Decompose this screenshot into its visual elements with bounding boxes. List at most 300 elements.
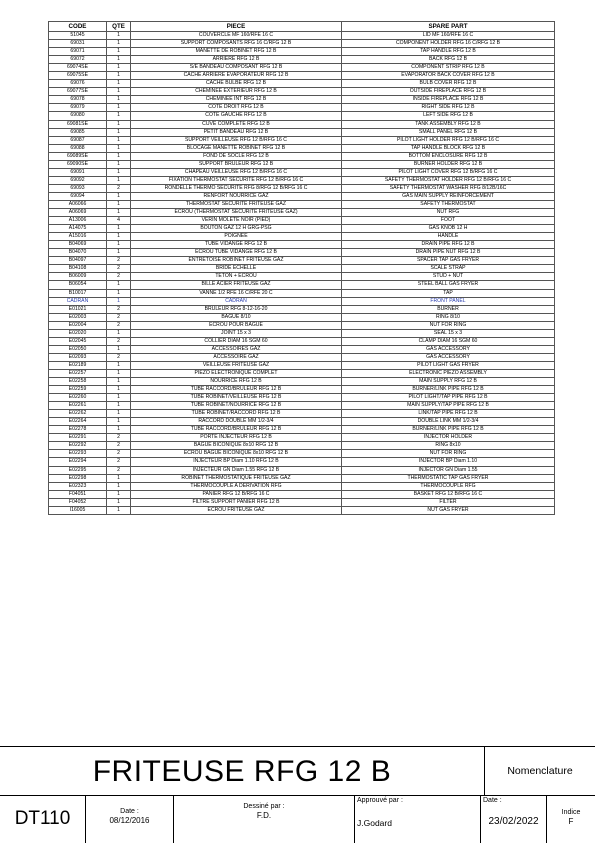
cell-piece: TUBE RACCORD/BRULEUR RFG 12 B — [131, 386, 342, 394]
cell-spare-part: FILTER — [342, 498, 555, 506]
cell-qte: 1 — [107, 80, 131, 88]
table-row — [49, 217, 555, 225]
cell-code: 69089SE — [49, 152, 107, 160]
table-row — [49, 321, 555, 329]
cell-code: 69079 — [49, 104, 107, 112]
cell-qte: 1 — [107, 152, 131, 160]
table-row — [49, 394, 555, 402]
cell-piece: ECROU POUR BAGUE — [131, 321, 342, 329]
cell-spare-part: EVAPORATOR BACK COVER RFG 12 B — [342, 72, 555, 80]
cell-code: 69075SE — [49, 72, 107, 80]
parts-table — [48, 21, 555, 515]
nomenclature-cell — [485, 747, 595, 796]
cell-qte: 2 — [107, 184, 131, 192]
cell-code: 69078 — [49, 96, 107, 104]
table-row — [49, 192, 555, 200]
cell-code: B04108 — [49, 265, 107, 273]
table-row — [49, 345, 555, 353]
table-row — [49, 96, 555, 104]
cell-qte: 1 — [107, 410, 131, 418]
cell-qte: 1 — [107, 56, 131, 64]
cell-qte: 1 — [107, 88, 131, 96]
cell-spare-part: CLAMP DIAM 16 SGM 60 — [342, 337, 555, 345]
table-row — [49, 466, 555, 474]
cell-code: E02045 — [49, 337, 107, 345]
parts-table-body — [49, 32, 555, 515]
table-row — [49, 450, 555, 458]
cell-code: E02258 — [49, 378, 107, 386]
approved-by-label: Approuvé par : — [357, 797, 403, 804]
table-row — [49, 104, 555, 112]
cell-qte: 1 — [107, 128, 131, 136]
table-row — [49, 353, 555, 361]
cell-code: E02295 — [49, 466, 107, 474]
cell-piece: THERMOSTAT SECURITÉ FRITEUSE GAZ — [131, 200, 342, 208]
table-row — [49, 442, 555, 450]
cell-code: 69091 — [49, 168, 107, 176]
cell-qte: 1 — [107, 361, 131, 369]
cell-code: 69074SE — [49, 64, 107, 72]
cell-qte: 1 — [107, 394, 131, 402]
cell-piece: SUPPORT VEILLEUSE RFG 12 B/RFG 16 C — [131, 136, 342, 144]
cell-piece: COTE GAUCHE RFG 12 B — [131, 112, 342, 120]
cell-qte: 1 — [107, 289, 131, 297]
cell-piece: TETON + ECROU — [131, 273, 342, 281]
table-row — [49, 160, 555, 168]
cell-spare-part: BOTTOM ENCLOSURE RFG 12 B — [342, 152, 555, 160]
cell-code: E02189 — [49, 361, 107, 369]
cell-piece: CACHE BULBE RFG 12 B — [131, 80, 342, 88]
cell-qte: 1 — [107, 418, 131, 426]
cell-piece: BRIDE ECHELLE — [131, 265, 342, 273]
table-row — [49, 48, 555, 56]
cell-spare-part: PILOT LIGHT/TAP PIPE RFG 12 B — [342, 394, 555, 402]
table-row — [49, 329, 555, 337]
cell-code: A06069 — [49, 209, 107, 217]
cell-spare-part: DRAIN PIPE NUT RFG 12 B — [342, 249, 555, 257]
approval-date-label: Date : — [483, 797, 502, 804]
cell-piece: CADRAN — [131, 297, 342, 305]
cell-spare-part: NUT GAS FRYER — [342, 506, 555, 514]
cell-piece: COLLIER DIAM 16 SGM 60 — [131, 337, 342, 345]
cell-spare-part: PILOT LIGHT HOLDER RFG 12 B/RFG 16 C — [342, 136, 555, 144]
cell-piece: ACCESSOIRES GAZ — [131, 345, 342, 353]
cell-spare-part: SEAL 15 x 3 — [342, 329, 555, 337]
table-row — [49, 241, 555, 249]
table-row — [49, 386, 555, 394]
cell-code: E02323 — [49, 482, 107, 490]
cell-code: E02257 — [49, 369, 107, 377]
table-row — [49, 56, 555, 64]
cell-spare-part: NUT FOR RING — [342, 450, 555, 458]
cell-spare-part: NUT RFG — [342, 209, 555, 217]
table-row — [49, 120, 555, 128]
cell-piece: PETIT BANDEAU RFG 12 B — [131, 128, 342, 136]
cell-piece: INJECTEUR BP Diam 1.10 RFG 12 B — [131, 458, 342, 466]
cell-spare-part: GAS MAIN SUPPLY REINFORCEMENT — [342, 192, 555, 200]
cell-piece: PORTE INJECTEUR RFG 12 B — [131, 434, 342, 442]
table-row — [49, 506, 555, 514]
cell-qte: 2 — [107, 265, 131, 273]
cell-piece: ACCESSOIRE GAZ — [131, 353, 342, 361]
cell-qte: 1 — [107, 249, 131, 257]
cell-code: 69071 — [49, 48, 107, 56]
cell-code: A15016 — [49, 233, 107, 241]
table-row — [49, 128, 555, 136]
cell-piece: VERIN MOLETE NOIR (PIED) — [131, 217, 342, 225]
cell-qte: 2 — [107, 257, 131, 265]
cell-piece: PANIER RFG 12 B/RFG 16 C — [131, 490, 342, 498]
index-cell — [547, 796, 595, 843]
cell-code: 69092 — [49, 176, 107, 184]
date-value: 08/12/2016 — [109, 816, 150, 825]
table-row — [49, 369, 555, 377]
table-row — [49, 64, 555, 72]
cell-qte: 1 — [107, 329, 131, 337]
cell-qte: 2 — [107, 337, 131, 345]
cell-qte: 1 — [107, 96, 131, 104]
cell-spare-part: COMPONENT STRIP RFG 12 B — [342, 64, 555, 72]
cell-code: 69081SE — [49, 120, 107, 128]
cell-qte: 1 — [107, 112, 131, 120]
table-row — [49, 152, 555, 160]
cell-qte: 2 — [107, 321, 131, 329]
approval-date-value: 23/02/2022 — [488, 816, 539, 827]
cell-piece: POIGNEE — [131, 233, 342, 241]
header-spare-part: SPARE PART — [342, 22, 555, 32]
cell-spare-part: OUTSIDE FIREPLACE RFG 12 B — [342, 88, 555, 96]
cell-code: 69080 — [49, 112, 107, 120]
cell-qte: 2 — [107, 434, 131, 442]
cell-piece: S/E BANDEAU COMPOSANT RFG 12 B — [131, 64, 342, 72]
cell-spare-part: BULB COVER RFG 12 B — [342, 80, 555, 88]
cell-qte: 2 — [107, 458, 131, 466]
cell-piece: FIXATION THERMOSTAT SECURITE RFG 12 B/RFG 16 C — [131, 176, 342, 184]
cell-spare-part: THERMOSTATIC TAP GAS FRYER — [342, 474, 555, 482]
index-value: F — [568, 817, 574, 826]
cell-code: 69072 — [49, 56, 107, 64]
cell-code: E02291 — [49, 434, 107, 442]
cell-spare-part: BURNER HOLDER RFG 12 B — [342, 160, 555, 168]
cell-qte: 1 — [107, 241, 131, 249]
cell-qte: 1 — [107, 233, 131, 241]
table-row — [49, 80, 555, 88]
cell-code: E02050 — [49, 345, 107, 353]
cell-qte: 4 — [107, 217, 131, 225]
cell-qte: 1 — [107, 402, 131, 410]
cell-code: 69077SE — [49, 88, 107, 96]
cell-qte: 1 — [107, 482, 131, 490]
cell-spare-part: PILOT LIGHT COVER RFG 12 B/RFG 16 C — [342, 168, 555, 176]
cell-qte: 1 — [107, 426, 131, 434]
cell-spare-part: GAS KNOB 12 H — [342, 225, 555, 233]
cell-code: A14075 — [49, 225, 107, 233]
table-row — [49, 32, 555, 40]
cell-spare-part: MAIN SUPPLY RFG 12 B — [342, 378, 555, 386]
cell-qte: 2 — [107, 353, 131, 361]
cell-qte: 1 — [107, 64, 131, 72]
table-row — [49, 176, 555, 184]
cell-piece: SUPPORT COMPOSANTS RFG 16 C/RFG 12 B — [131, 40, 342, 48]
cell-spare-part: SPACER TAP GAS FRYER — [342, 257, 555, 265]
table-row — [49, 184, 555, 192]
table-row — [49, 378, 555, 386]
cell-code: E02264 — [49, 418, 107, 426]
table-row — [49, 474, 555, 482]
cell-qte: 1 — [107, 345, 131, 353]
cell-qte: 1 — [107, 176, 131, 184]
cell-piece: ECROU FRITEUSE GAZ — [131, 506, 342, 514]
drawn-by-value: F.D. — [256, 811, 272, 820]
cell-piece: ENTRETOISE ROBINET FRITEUSE GAZ — [131, 257, 342, 265]
cell-code: 69093 — [49, 184, 107, 192]
cell-piece: PIEZO ELECTRONIQUE COMPLET — [131, 369, 342, 377]
cell-qte: 1 — [107, 378, 131, 386]
cell-qte: 2 — [107, 466, 131, 474]
table-row — [49, 458, 555, 466]
table-row — [49, 112, 555, 120]
cell-code: E01021 — [49, 305, 107, 313]
cell-code: B04070 — [49, 249, 107, 257]
table-row — [49, 498, 555, 506]
cell-qte: 1 — [107, 225, 131, 233]
cell-piece: VANNE 1/2 RFE 16 C/RFE 20 C — [131, 289, 342, 297]
header-piece: PIECE — [131, 22, 342, 32]
cell-spare-part: BASKET RFG 12 B/RFG 16 C — [342, 490, 555, 498]
cell-code: 69088 — [49, 144, 107, 152]
cell-qte: 1 — [107, 369, 131, 377]
drawn-by-cell — [174, 796, 355, 843]
cell-code: E02259 — [49, 386, 107, 394]
cell-spare-part: LEFT SIDE RFG 12 B — [342, 112, 555, 120]
date-label: Date : — [120, 808, 139, 815]
cell-qte: 1 — [107, 120, 131, 128]
table-row — [49, 297, 555, 305]
table-row — [49, 40, 555, 48]
cell-code: A13006 — [49, 217, 107, 225]
cell-piece: ECROU TUBE VIDANGE RFG 12 B — [131, 249, 342, 257]
table-row — [49, 337, 555, 345]
cell-spare-part: TAP HANDLE BLOCK RFG 12 B — [342, 144, 555, 152]
title-block — [0, 746, 595, 843]
cell-piece: NOURRICE RFG 12 B — [131, 378, 342, 386]
cell-piece: THERMOCOUPLE A DERIVATION RFG — [131, 482, 342, 490]
cell-code: E02278 — [49, 426, 107, 434]
cell-piece: INJECTEUR GN Diam 1.55 RFG 12 B — [131, 466, 342, 474]
cell-qte: 1 — [107, 160, 131, 168]
cell-spare-part: DRAIN PIPE RFG 12 B — [342, 241, 555, 249]
cell-qte: 2 — [107, 273, 131, 281]
cell-code: E02020 — [49, 329, 107, 337]
table-row — [49, 72, 555, 80]
table-row — [49, 313, 555, 321]
table-row — [49, 200, 555, 208]
cell-code: E02093 — [49, 353, 107, 361]
cell-piece: CUVE COMPLETE RFG 12 B — [131, 120, 342, 128]
cell-spare-part: SMALL PANEL RFG 12 B — [342, 128, 555, 136]
cell-spare-part: HANDLE — [342, 233, 555, 241]
cell-code: 69087 — [49, 136, 107, 144]
table-row — [49, 168, 555, 176]
cell-qte: 1 — [107, 474, 131, 482]
cell-piece: COTE DROIT RFG 12 B — [131, 104, 342, 112]
cell-piece: VEILLEUSE FRITEUSE GAZ — [131, 361, 342, 369]
date-cell — [86, 796, 174, 843]
cell-piece: TUBE VIDANGE RFG 12 B — [131, 241, 342, 249]
cell-piece: SUPPORT BRULEUR RFG 12 B — [131, 160, 342, 168]
cell-piece: CACHE ARRIERE EVAPORATEUR RFG 12 B — [131, 72, 342, 80]
cell-piece: BILLE ACIER FRITEUSE GAZ — [131, 281, 342, 289]
nomenclature-label: Nomenclature — [507, 765, 573, 777]
table-row — [49, 233, 555, 241]
cell-qte: 1 — [107, 498, 131, 506]
cell-piece: BRULEUR RFG 8-12-16-20 — [131, 305, 342, 313]
cell-qte: 1 — [107, 506, 131, 514]
cell-code: F04051 — [49, 490, 107, 498]
table-row — [49, 410, 555, 418]
cell-spare-part: TANK ASSEMBLY RFG 12 B — [342, 120, 555, 128]
cell-code: E02293 — [49, 450, 107, 458]
approval-date-cell — [481, 796, 547, 843]
cell-piece: FILTRE SUPPORT PANIER RFG 12 B — [131, 498, 342, 506]
table-row — [49, 136, 555, 144]
cell-code: E02260 — [49, 394, 107, 402]
cell-code: E02298 — [49, 474, 107, 482]
cell-spare-part: STEEL BALL GAS FRYER — [342, 281, 555, 289]
cell-piece: RONDELLE THERMO SECURITE RFG 8/RFG 12 B/RFG 16 C — [131, 184, 342, 192]
cell-code: I16005 — [49, 506, 107, 514]
cell-piece: MANETTE DE ROBINET RFG 12 B — [131, 48, 342, 56]
cell-qte: 1 — [107, 72, 131, 80]
header-code: CODE — [49, 22, 107, 32]
cell-piece: BAGUE 8/10 — [131, 313, 342, 321]
table-row — [49, 273, 555, 281]
table-row — [49, 265, 555, 273]
cell-spare-part: SAFETY THERMOSTAT — [342, 200, 555, 208]
cell-spare-part: NUT FOR RING — [342, 321, 555, 329]
cell-qte: 1 — [107, 48, 131, 56]
cell-spare-part: INJECTOR HOLDER — [342, 434, 555, 442]
cell-piece: BAGUE BICONIQUE 8x10 RFG 12 B — [131, 442, 342, 450]
cell-piece: CHEMINEE EXTERIEUR RFG 12 B — [131, 88, 342, 96]
cell-code: B06009 — [49, 273, 107, 281]
cell-code: B06054 — [49, 281, 107, 289]
cell-piece: FOND DE SOCLE RFG 12 B — [131, 152, 342, 160]
cell-qte: 1 — [107, 136, 131, 144]
cell-code: B04097 — [49, 257, 107, 265]
drawn-by-label: Dessiné par : — [243, 803, 285, 810]
cell-piece: RENFORT NOURRICE GAZ — [131, 192, 342, 200]
table-row — [49, 482, 555, 490]
cell-qte: 1 — [107, 144, 131, 152]
cell-code: E02294 — [49, 458, 107, 466]
table-row — [49, 490, 555, 498]
cell-spare-part: SAFETY THERMOSTAT WASHER RFG 8/12B/16C — [342, 184, 555, 192]
cell-piece: CHAPEAU VEILLEUSE RFG 12 B/RFG 16 C — [131, 168, 342, 176]
cell-spare-part: INSIDE FIREPLACE RFG 12 B — [342, 96, 555, 104]
cell-code: A06066 — [49, 200, 107, 208]
cell-piece: COUVERCLE MF 160/RFE 16 C — [131, 32, 342, 40]
cell-spare-part: GAS ACCESSORY — [342, 353, 555, 361]
cell-code: 69085 — [49, 128, 107, 136]
cell-piece: ECROU (THERMOSTAT SECURITÉ FRITEUSE GAZ) — [131, 209, 342, 217]
cell-qte: 1 — [107, 297, 131, 305]
cell-spare-part: INJECTOR BP Diam 1.10 — [342, 458, 555, 466]
table-row — [49, 144, 555, 152]
cell-qte: 1 — [107, 209, 131, 217]
table-row — [49, 434, 555, 442]
cell-piece: ROBINET THERMOSTATIQUE FRITEUSE GAZ — [131, 474, 342, 482]
cell-qte: 1 — [107, 200, 131, 208]
cell-spare-part: COMPONENT HOLDER RFG 16 C/RFG 12 B — [342, 40, 555, 48]
title-cell — [0, 747, 485, 796]
cell-code: 51045 — [49, 32, 107, 40]
cell-spare-part: BACK RFG 12 B — [342, 56, 555, 64]
cell-spare-part: SCALE STRAP — [342, 265, 555, 273]
cell-spare-part: SAFETY THERMOSTAT HOLDER RFG 12 B/RFG 16 C — [342, 176, 555, 184]
cell-qte: 1 — [107, 104, 131, 112]
table-row — [49, 361, 555, 369]
cell-piece: JOINT 15 x 3 — [131, 329, 342, 337]
cell-qte: 1 — [107, 192, 131, 200]
cell-piece: TUBE ROBINET/NOURRICE RFG 12 B — [131, 402, 342, 410]
table-row — [49, 289, 555, 297]
cell-spare-part: TAP HANDLE RFG 12 B — [342, 48, 555, 56]
approved-by-value: J.Godard — [357, 818, 392, 828]
doc-number-cell — [0, 796, 86, 843]
cell-spare-part: TAP — [342, 289, 555, 297]
cell-piece: CHEMINEE INT RFG 12 B — [131, 96, 342, 104]
table-row — [49, 426, 555, 434]
cell-spare-part: RING 8/10 — [342, 313, 555, 321]
cell-spare-part: THERMOCOUPLE RFG — [342, 482, 555, 490]
approved-by-cell — [355, 796, 481, 843]
cell-qte: 1 — [107, 32, 131, 40]
cell-spare-part: FOOT — [342, 217, 555, 225]
cell-piece: ARRIERE RFG 12 B — [131, 56, 342, 64]
cell-code: E02261 — [49, 402, 107, 410]
cell-code: 69076 — [49, 80, 107, 88]
cell-code: B10017 — [49, 289, 107, 297]
cell-spare-part: BURNER/LINK PIPE RFG 12 B — [342, 426, 555, 434]
cell-code: 69031 — [49, 40, 107, 48]
cell-code: E02262 — [49, 410, 107, 418]
table-row — [49, 305, 555, 313]
table-row — [49, 88, 555, 96]
cell-spare-part: BURNER — [342, 305, 555, 313]
document-title: FRITEUSE RFG 12 B — [92, 755, 392, 788]
cell-piece: RACCORD DOUBLE MM 1/2-3/4 — [131, 418, 342, 426]
cell-piece: BLOCAGE MANETTE ROBINET RFG 12 B — [131, 144, 342, 152]
cell-code: 69094 — [49, 192, 107, 200]
cell-qte: 1 — [107, 40, 131, 48]
cell-qte: 2 — [107, 313, 131, 321]
cell-qte: 2 — [107, 450, 131, 458]
cell-qte: 1 — [107, 490, 131, 498]
cell-code: F04052 — [49, 498, 107, 506]
cell-qte: 2 — [107, 305, 131, 313]
cell-qte: 1 — [107, 168, 131, 176]
table-row — [49, 249, 555, 257]
cell-spare-part: GAS ACCESSORY — [342, 345, 555, 353]
cell-spare-part: INJECTOR GN Diam 1.55 — [342, 466, 555, 474]
table-row — [49, 281, 555, 289]
table-row — [49, 257, 555, 265]
cell-spare-part: RING 8x10 — [342, 442, 555, 450]
cell-piece: TUBE RACCORD/BRULEUR RFG 12 B — [131, 426, 342, 434]
cell-code: E02003 — [49, 313, 107, 321]
cell-spare-part: MAIN SUPPLY/TAP PIPE RFG 12 B — [342, 402, 555, 410]
